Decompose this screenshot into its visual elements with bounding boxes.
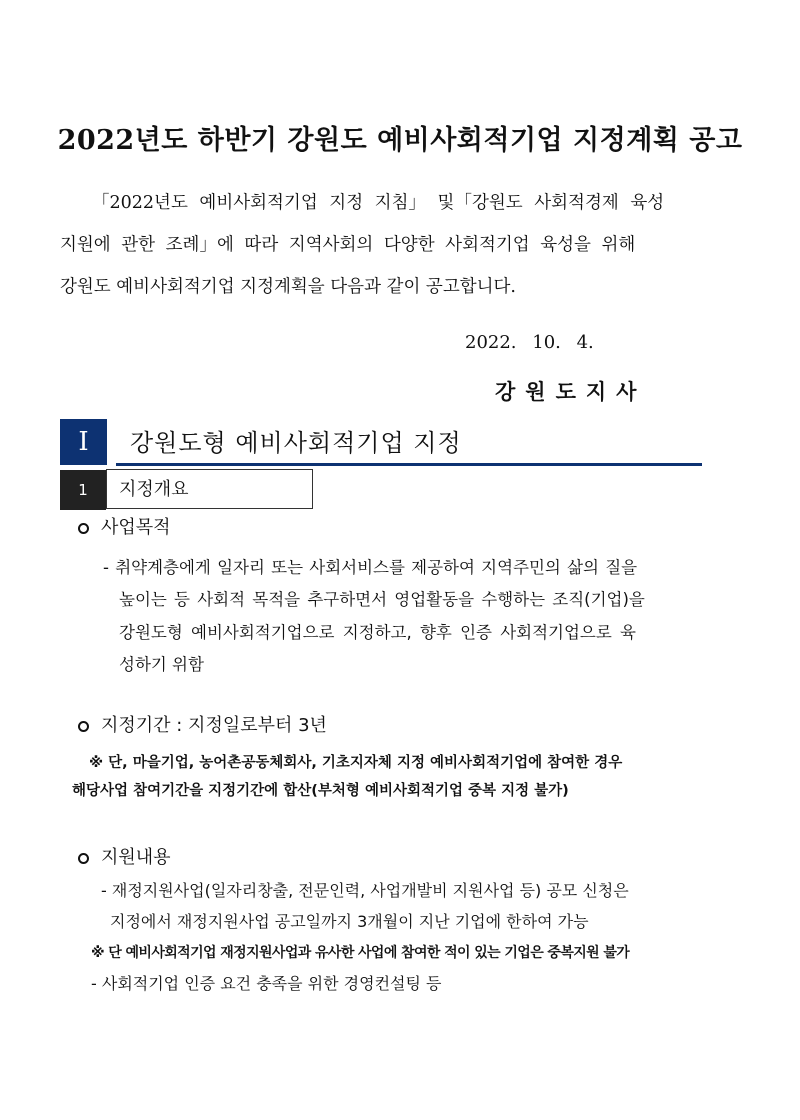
support-note: ※ 단 예비사회적기업 재정지원사업과 유사한 사업에 참여한 적이 있는 기업은 중복지원 불가 [91, 945, 630, 961]
purpose-line-1: - 취약계층에게 일자리 또는 사회서비스를 제공하여 지역주민의 삶의 질을 [103, 558, 638, 577]
subsection-number-badge: 1 [60, 470, 106, 510]
issuer-name: 강원도지사 [495, 379, 647, 404]
purpose-line-4: 성하기 위함 [119, 655, 204, 674]
intro-line-2: 지원에 관한 조례」에 따라 지역사회의 다양한 사회적기업 육성을 위해 [60, 235, 636, 255]
support-line-3: - 사회적기업 인증 요건 충족을 위한 경영컨설팅 등 [91, 974, 442, 993]
support-heading: 지원내용 [101, 847, 171, 868]
section-underline [116, 463, 702, 466]
support-line-2: 지정에서 재정지원사업 공고일까지 3개월이 지난 기업에 한하여 가능 [110, 912, 589, 931]
period-heading: 지정기간 : 지정일로부터 3년 [101, 715, 327, 736]
period-note-line-1: ※ 단, 마을기업, 농어촌공동체회사, 기초지자체 지정 예비사회적기업에 참여한 경우 [89, 755, 623, 771]
section-number-badge: I [60, 419, 107, 465]
circle-bullet-icon [78, 721, 89, 732]
circle-bullet-icon [78, 853, 89, 864]
section-title: 강원도형 예비사회적기업 지정 [130, 429, 462, 457]
circle-bullet-icon [78, 523, 89, 534]
purpose-heading: 사업목적 [101, 517, 171, 538]
subsection-title: 지정개요 [106, 469, 313, 509]
support-line-1: - 재정지원사업(일자리창출, 전문인력, 사업개발비 지원사업 등) 공모 신청은 [101, 881, 629, 900]
page-title: 2022년도 하반기 강원도 예비사회적기업 지정계획 공고 [57, 125, 743, 156]
announcement-date: 2022. 10. 4. [465, 332, 594, 353]
intro-line-3: 강원도 예비사회적기업 지정계획을 다음과 같이 공고합니다. [60, 277, 516, 297]
purpose-line-3: 강원도형 예비사회적기업으로 지정하고, 향후 인증 사회적기업으로 육 [119, 623, 636, 642]
purpose-line-2: 높이는 등 사회적 목적을 추구하면서 영업활동을 수행하는 조직(기업)을 [119, 590, 645, 609]
intro-line-1: 「2022년도 예비사회적기업 지정 지침」 및「강원도 사회적경제 육성 [92, 193, 665, 213]
period-note-line-2: 해당사업 참여기간을 지정기간에 합산(부처형 예비사회적기업 중복 지정 불가) [72, 783, 569, 799]
